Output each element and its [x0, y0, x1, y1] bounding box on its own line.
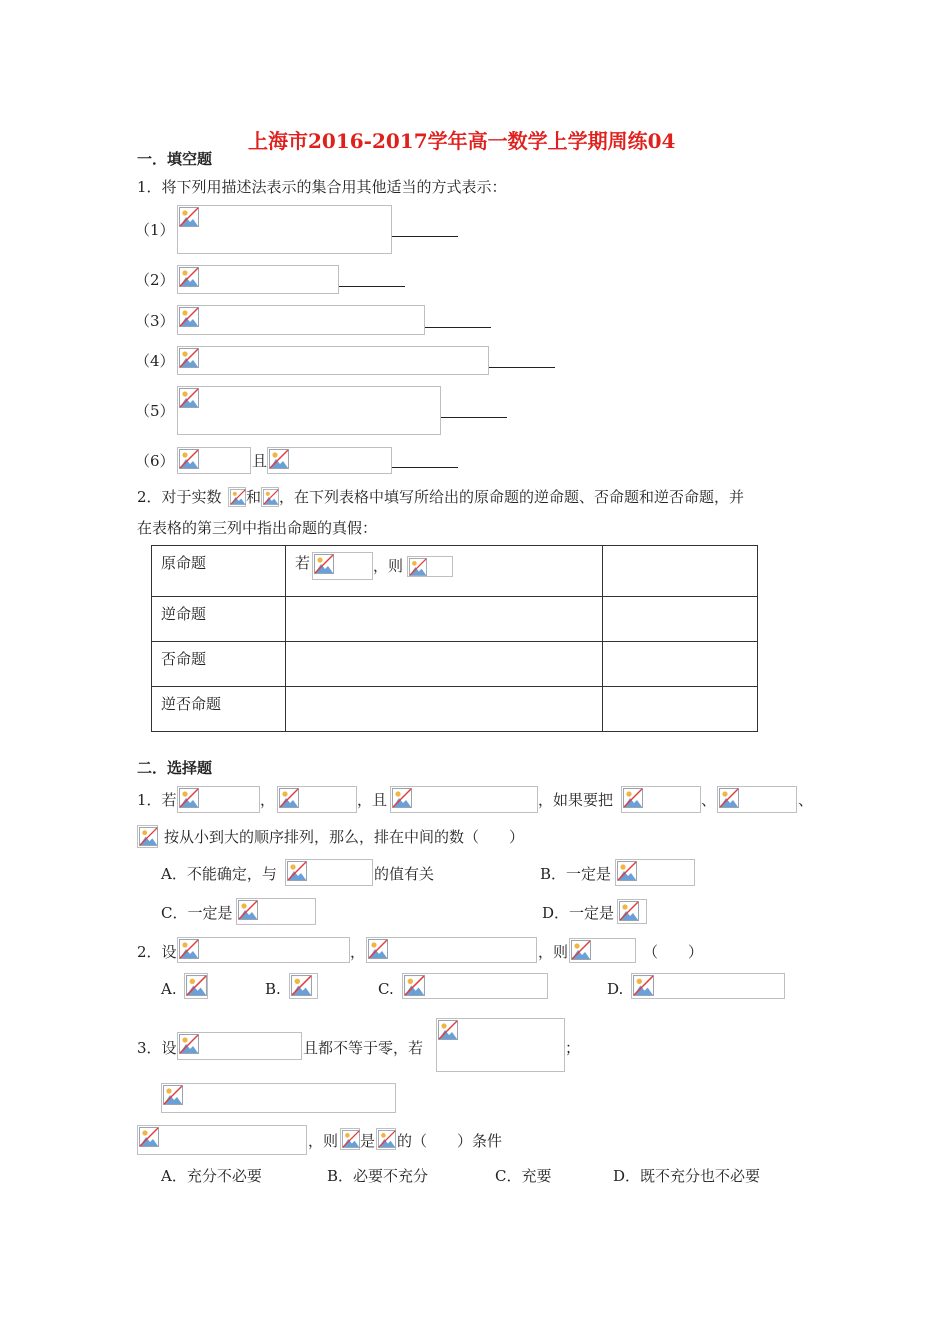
- formula-image-s2q2-3: [569, 938, 636, 963]
- formula-image-s2q1-opt-d: [617, 899, 647, 924]
- broken-image-icon: [314, 554, 334, 574]
- proposition-table: [151, 545, 758, 732]
- s2-question-3-semicolon: ；: [565, 1039, 581, 1057]
- formula-image-4: [177, 346, 489, 375]
- s2q1-option-c-text[interactable]: C．一定是: [161, 904, 233, 922]
- broken-image-icon: [619, 901, 639, 921]
- broken-image-icon: [179, 788, 199, 808]
- table-row: [152, 642, 758, 687]
- s2-question-2-comma: ，: [350, 943, 366, 961]
- broken-image-icon: [179, 1034, 199, 1054]
- broken-image-icon: [438, 1020, 458, 1040]
- formula-image-var-a: [228, 487, 246, 507]
- formula-image-s2q1-opt-b: [615, 859, 695, 886]
- question-2-text-a: 2．对于实数: [137, 488, 222, 506]
- formula-image-s2q3-q: [376, 1128, 396, 1150]
- item-label-2: （2）: [135, 271, 175, 289]
- s2-question-3-text-a: 3．设: [137, 1039, 177, 1057]
- item-label-1: （1）: [135, 221, 175, 239]
- formula-image-1: [177, 205, 392, 254]
- table-row: [152, 546, 758, 597]
- formula-image-6a: [177, 447, 251, 474]
- s2-question-2-paren: （ ）: [643, 943, 704, 961]
- row-label-original: 原命题: [152, 546, 286, 597]
- broken-image-icon: [179, 449, 199, 469]
- formula-image-s2q1-opt-c: [236, 898, 316, 925]
- s2-question-3-text-c: ，则: [308, 1132, 339, 1150]
- formula-image-s2q3-1: [177, 1032, 302, 1060]
- then-text: ，则: [373, 557, 404, 575]
- formula-image-s2q2-opt-a: [184, 973, 208, 999]
- s2q2-option-a-label[interactable]: A.: [161, 980, 177, 998]
- truth-cell-original[interactable]: [603, 546, 758, 597]
- truth-cell-converse[interactable]: [603, 597, 758, 642]
- answer-blank-4[interactable]: [489, 367, 555, 368]
- s2q2-option-c-label[interactable]: C.: [378, 980, 394, 998]
- formula-image-s2q3-3: [161, 1083, 396, 1113]
- broken-image-icon: [392, 788, 412, 808]
- s2-question-1-text-d: 按从小到大的顺序排列，那么，排在中间的数（ ）: [164, 828, 525, 846]
- broken-image-icon: [291, 975, 312, 996]
- broken-image-icon: [409, 558, 427, 576]
- broken-image-icon: [269, 449, 289, 469]
- broken-image-icon: [179, 348, 199, 368]
- broken-image-icon: [287, 861, 307, 881]
- broken-image-icon: [342, 1130, 360, 1148]
- broken-image-icon: [719, 788, 739, 808]
- s2q1-option-b-text[interactable]: B．一定是: [540, 865, 612, 883]
- formula-image-s2q2-opt-c: [402, 973, 548, 999]
- s2-question-1-text-a: 1．若: [137, 791, 177, 809]
- s2q3-option-b[interactable]: B．必要不充分: [327, 1167, 429, 1185]
- broken-image-icon: [633, 975, 654, 996]
- broken-image-icon: [179, 267, 199, 287]
- s2-question-1-comma: ，: [260, 791, 276, 809]
- formula-image-s2q3-4: [137, 1125, 307, 1155]
- if-text: 若: [295, 554, 311, 572]
- truth-cell-contrapositive[interactable]: [603, 687, 758, 732]
- converse-proposition-cell[interactable]: [286, 597, 603, 642]
- formula-image-s2q1-6: [137, 825, 158, 848]
- broken-image-icon: [163, 1085, 183, 1105]
- s2-question-2-text-a: 2．设: [137, 943, 177, 961]
- formula-image-2: [177, 265, 339, 294]
- s2-question-1-text-b: ，且: [357, 791, 388, 809]
- question-2-text-b: 和: [246, 488, 262, 506]
- question-1-stem: 1．将下列用描述法表示的集合用其他适当的方式表示：: [137, 178, 507, 196]
- s2-question-1-sep2: 、: [798, 791, 814, 809]
- formula-image-s2q2-opt-d: [631, 973, 785, 999]
- answer-blank-1[interactable]: [392, 236, 458, 237]
- broken-image-icon: [179, 388, 199, 408]
- table-row: [152, 687, 758, 732]
- item-label-6: （6）: [135, 452, 175, 470]
- formula-image-s2q3-p: [340, 1128, 360, 1150]
- section-heading-fill-in: 一．填空题: [137, 150, 213, 168]
- broken-image-icon: [571, 940, 591, 960]
- s2-question-1-sep: 、: [701, 791, 717, 809]
- s2q1-option-a-text[interactable]: A．不能确定，与: [161, 865, 277, 883]
- row-label-contrapositive: 逆否命题: [152, 687, 286, 732]
- s2q3-option-d[interactable]: D．既不充分也不必要: [613, 1167, 761, 1185]
- broken-image-icon: [179, 307, 199, 327]
- s2q3-option-c[interactable]: C．充要: [495, 1167, 552, 1185]
- formula-image-var-b: [261, 487, 279, 507]
- s2-question-3-text-d: 是: [360, 1132, 376, 1150]
- formula-image-condition: [312, 552, 373, 580]
- s2q3-option-a[interactable]: A．充分不必要: [161, 1167, 262, 1185]
- broken-image-icon: [139, 827, 158, 846]
- formula-image-s2q1-5: [717, 786, 797, 813]
- broken-image-icon: [279, 788, 299, 808]
- formula-image-conclusion: [407, 556, 453, 577]
- item-label-3: （3）: [135, 312, 175, 330]
- s2-question-1-text-c: ，如果要把: [538, 791, 614, 809]
- conjunction-text: 且: [252, 452, 268, 470]
- broken-image-icon: [186, 975, 207, 996]
- formula-image-s2q1-1: [177, 786, 260, 813]
- answer-blank-6[interactable]: [392, 467, 458, 468]
- s2-question-3-text-b: 且都不等于零，若: [303, 1039, 424, 1057]
- s2q2-option-b-label[interactable]: B.: [265, 980, 281, 998]
- formula-image-s2q2-opt-b: [289, 973, 318, 999]
- formula-image-5: [177, 386, 441, 435]
- formula-image-s2q1-3: [390, 786, 538, 813]
- broken-image-icon: [230, 489, 246, 505]
- formula-image-s2q1-2: [277, 786, 357, 813]
- original-proposition-cell: [286, 546, 603, 597]
- broken-image-icon: [179, 939, 199, 959]
- formula-image-s2q3-2: [436, 1018, 565, 1072]
- formula-image-s2q2-1: [177, 937, 350, 963]
- formula-image-s2q1-opt-a: [285, 859, 373, 886]
- contrapositive-proposition-cell[interactable]: [286, 687, 603, 732]
- s2-question-2-text-b: ，则: [538, 943, 569, 961]
- broken-image-icon: [238, 900, 258, 920]
- row-label-inverse: 否命题: [152, 642, 286, 687]
- broken-image-icon: [179, 207, 199, 227]
- answer-blank-5[interactable]: [441, 417, 507, 418]
- formula-image-3: [177, 305, 425, 335]
- s2q1-option-a-suffix: 的值有关: [374, 865, 435, 883]
- row-label-converse: 逆命题: [152, 597, 286, 642]
- broken-image-icon: [617, 861, 637, 881]
- broken-image-icon: [139, 1127, 159, 1147]
- section-heading-multiple-choice: 二．选择题: [137, 759, 213, 777]
- formula-image-s2q1-4: [621, 786, 701, 813]
- item-label-4: （4）: [135, 352, 175, 370]
- broken-image-icon: [623, 788, 643, 808]
- answer-blank-2[interactable]: [339, 286, 405, 287]
- broken-image-icon: [378, 1130, 396, 1148]
- s2q1-option-d-text[interactable]: D．一定是: [542, 904, 615, 922]
- question-2-text-line2: 在表格的第三列中指出命题的真假：: [137, 519, 378, 537]
- s2q2-option-d-label[interactable]: D.: [607, 980, 624, 998]
- table-row: [152, 597, 758, 642]
- formula-image-s2q2-2: [366, 937, 537, 963]
- answer-blank-3[interactable]: [425, 327, 491, 328]
- broken-image-icon: [368, 939, 388, 959]
- broken-image-icon: [404, 975, 425, 996]
- truth-cell-inverse[interactable]: [603, 642, 758, 687]
- formula-image-6b: [267, 447, 392, 474]
- broken-image-icon: [263, 489, 279, 505]
- page-title: 上海市2016-2017学年高一数学上学期周练04: [248, 129, 676, 153]
- question-2-text-c: ，在下列表格中填写所给出的原命题的逆命题、否命题和逆否命题，并: [279, 488, 745, 506]
- inverse-proposition-cell[interactable]: [286, 642, 603, 687]
- s2-question-3-text-e: 的（ ）条件: [397, 1132, 503, 1150]
- item-label-5: （5）: [135, 402, 175, 420]
